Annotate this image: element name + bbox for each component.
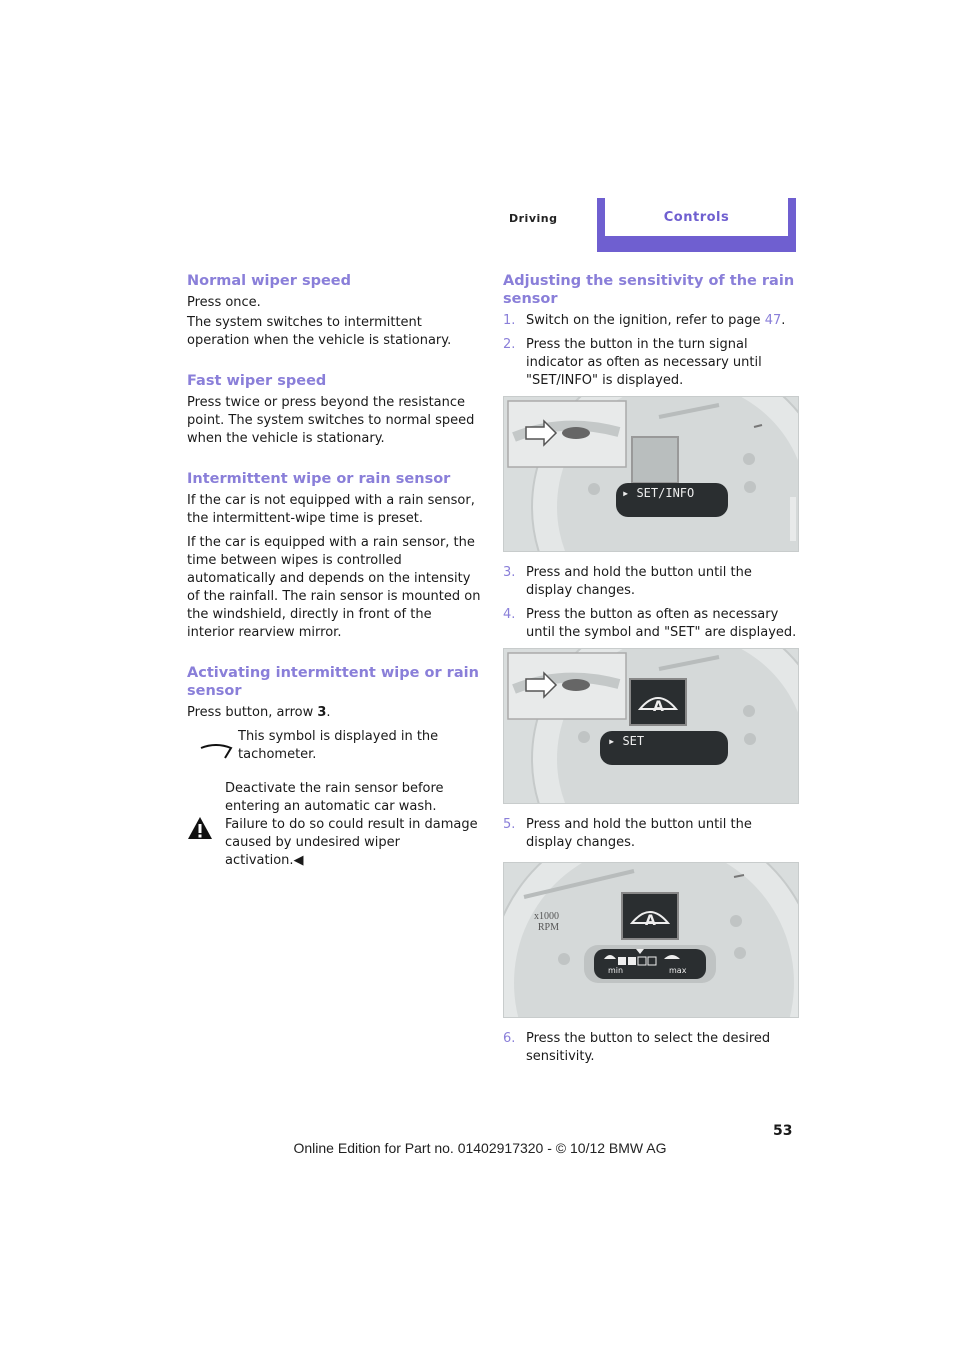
- sens-min: min: [608, 966, 624, 975]
- heading-normal-wiper: Normal wiper speed: [187, 273, 351, 289]
- section-label: Driving: [509, 212, 558, 225]
- steps-list-c: [503, 816, 799, 852]
- symbol-text: This symbol is displayed in the tachometer.: [238, 729, 439, 762]
- heading-fast-wiper: Fast wiper speed: [187, 373, 327, 389]
- right-column: [503, 272, 799, 1072]
- end-mark: ◀: [293, 853, 304, 868]
- heading-adjusting: Adjusting the sensitivity of the rain sensor: [503, 273, 795, 307]
- intermittent-p1: If the car is not equipped with a rain sensor, the intermittent-wipe time is preset.: [187, 493, 475, 526]
- svg-text:A: A: [645, 913, 656, 929]
- page-link[interactable]: 47: [764, 313, 782, 328]
- heading-intermittent: Intermittent wipe or rain sensor: [187, 471, 451, 487]
- sens-max: max: [669, 966, 687, 975]
- step-1: 1. Switch on the ignition, refer to page 47.: [503, 313, 786, 328]
- intermittent-p2: If the car is equipped with a rain sensor, the time between wipes is controlled automatically and depends on the intensity of the rainfall. The rain sensor is mounted on the windshield, directly in front of the interior rearview mirror.: [187, 535, 481, 640]
- step-2: 2. Press the button in the turn signal indicator as often as necessary until "SET/INFO" is displayed.: [503, 337, 762, 388]
- page-number: 53: [773, 1123, 793, 1139]
- warning-icon: [187, 816, 213, 840]
- chapter-tab: [597, 198, 796, 252]
- figure-set-info: [503, 396, 799, 552]
- heading-activating: Activating intermittent wipe or rain sensor: [187, 665, 479, 699]
- normal-p1: Press once.: [187, 295, 261, 310]
- chapter-tab-label: Controls: [663, 210, 730, 225]
- step-3: 3. Press and hold the button until the display changes.: [503, 565, 752, 598]
- wiper-symbol-icon: [199, 744, 233, 760]
- step-6: 6. Press the button to select the desired sensitivity.: [503, 1031, 771, 1064]
- steps-list-b: [503, 564, 799, 642]
- fast-p1: Press twice or press beyond the resistance point. The system switches to normal speed when the vehicle is stationary.: [187, 395, 475, 446]
- footer-edition: Online Edition for Part no. 01402917320 - © 10/12 BMW AG: [293, 1140, 667, 1156]
- svg-text:A: A: [653, 699, 664, 715]
- steps-list-a: [503, 312, 799, 390]
- display-set: ▸ SET: [608, 734, 645, 748]
- activating-p1: Press button, arrow 3.: [187, 705, 331, 720]
- wiper-symbol-row: [187, 728, 482, 772]
- normal-p2: The system switches to intermittent operation when the vehicle is stationary.: [187, 315, 452, 348]
- rpm-scale: x1000: [534, 911, 559, 922]
- steps-list-d: [503, 1030, 799, 1066]
- step-5: 5. Press and hold the button until the display changes.: [503, 817, 752, 850]
- rpm-unit: RPM: [537, 922, 559, 933]
- left-column: [187, 272, 482, 870]
- warning-note: [187, 780, 482, 870]
- figure-set: [503, 648, 799, 804]
- figure-sensitivity: [503, 862, 799, 1018]
- display-set-info: ▸ SET/INFO: [622, 486, 695, 500]
- warning-text: Deactivate the rain sensor before entering an automatic car wash. Failure to do so could result in damage caused by undesired wiper activation.: [225, 781, 478, 868]
- step-4: 4. Press the button as often as necessary until the symbol and "SET" are displayed.: [503, 607, 797, 640]
